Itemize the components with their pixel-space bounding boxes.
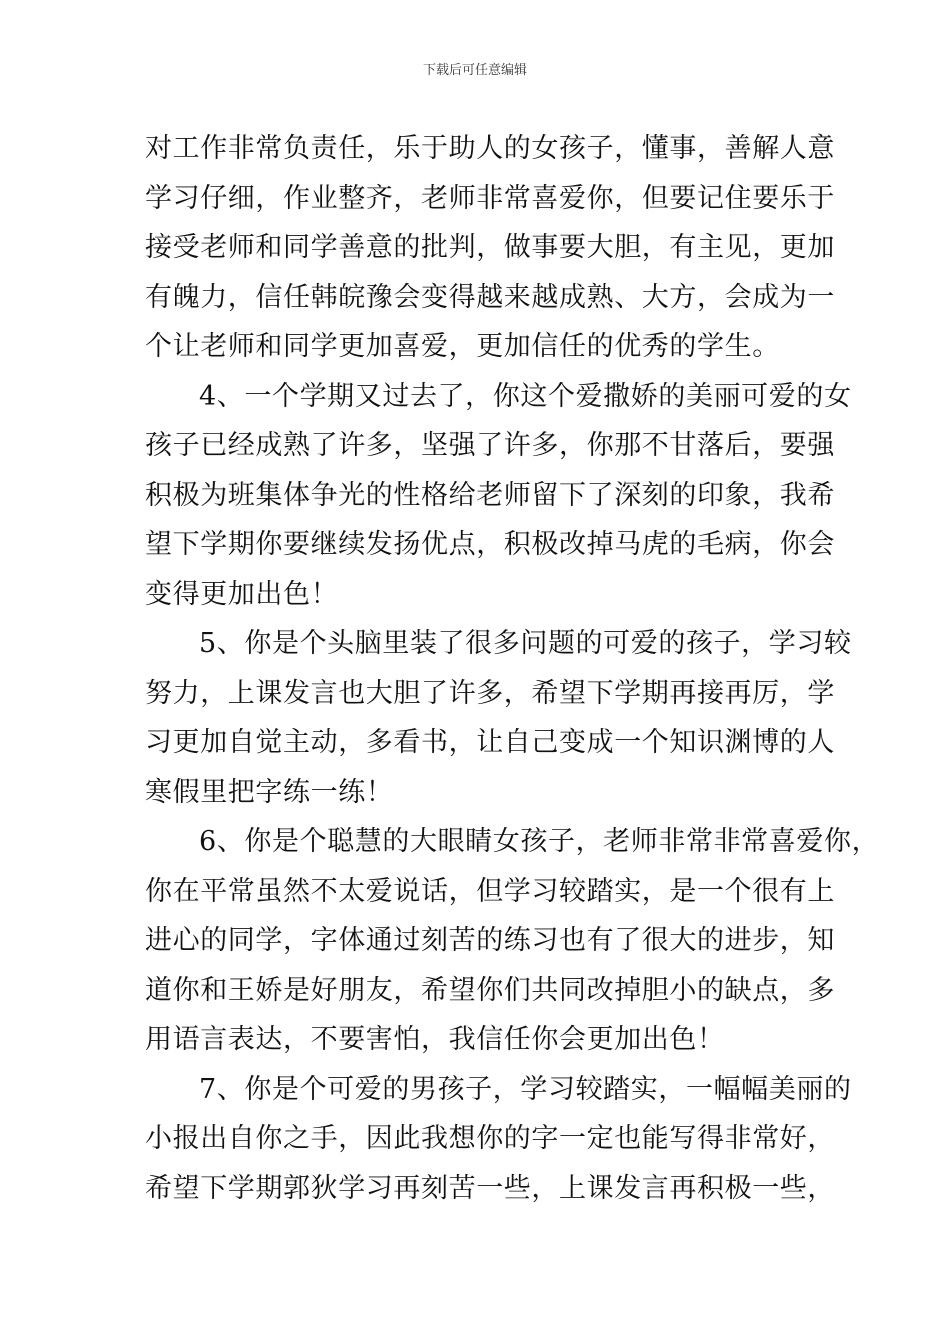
text-line: 道你和王娇是好朋友，希望你们共同改掉胆小的缺点，多 (145, 974, 835, 1006)
text-line: 望下学期你要继续发扬优点，积极改掉马虎的毛病，你会 (145, 529, 835, 560)
body-text (145, 124, 880, 1213)
text-line: 对工作非常负责任，乐于助人的女孩子，懂事，善解人意 (145, 133, 835, 164)
text-line: 习更加自觉主动，多看书，让自己变成一个知识渊博的人 (145, 727, 835, 758)
paragraph-start-line: 5、你是个头脑里装了很多问题的可爱的孩子，学习较 (199, 628, 852, 659)
paragraph-start-line: 4、一个学期又过去了，你这个爱撒娇的美丽可爱的女 (199, 380, 852, 412)
text-line: 个让老师和同学更加喜爱，更加信任的优秀的学生。 (145, 331, 780, 362)
text-line: 小报出自你之手，因此我想你的字一定也能写得非常好， (145, 1123, 835, 1154)
text-line: 努力，上课发言也大胆了许多，希望下学期再接再厉，学 (145, 677, 835, 709)
text-line: 学习仔细，作业整齐，老师非常喜爱你，但要记住要乐于 (145, 182, 835, 214)
text-line: 希望下学期郭狄学习再刻苦一些，上课发言再积极一些， (145, 1172, 835, 1204)
text-line: 你在平常虽然不太爱说话，但学习较踏实，是一个很有上 (145, 875, 835, 907)
paragraph-start-line: 7、你是个可爱的男孩子，学习较踏实，一幅幅美丽的 (199, 1073, 852, 1105)
text-line: 进心的同学，字体通过刻苦的练习也有了很大的进步，知 (145, 925, 835, 956)
text-line: 孩子已经成熟了许多，坚强了许多，你那不甘落后，要强 (145, 430, 835, 461)
text-line: 有魄力，信任韩皖豫会变得越来越成熟、大方，会成为一 (145, 281, 835, 313)
paragraph-start-line: 6、你是个聪慧的大眼睛女孩子，老师非常非常喜爱你， (199, 826, 880, 857)
text-line: 寒假里把字练一练！ (145, 776, 394, 808)
text-line: 变得更加出色！ (145, 578, 339, 610)
page-header: 下载后可任意编辑 (422, 63, 527, 78)
text-line: 用语言表达，不要害怕，我信任你会更加出色！ (145, 1024, 725, 1055)
text-line: 积极为班集体争光的性格给老师留下了深刻的印象，我希 (145, 479, 835, 511)
text-line: 接受老师和同学善意的批判，做事要大胆，有主见，更加 (145, 232, 835, 263)
